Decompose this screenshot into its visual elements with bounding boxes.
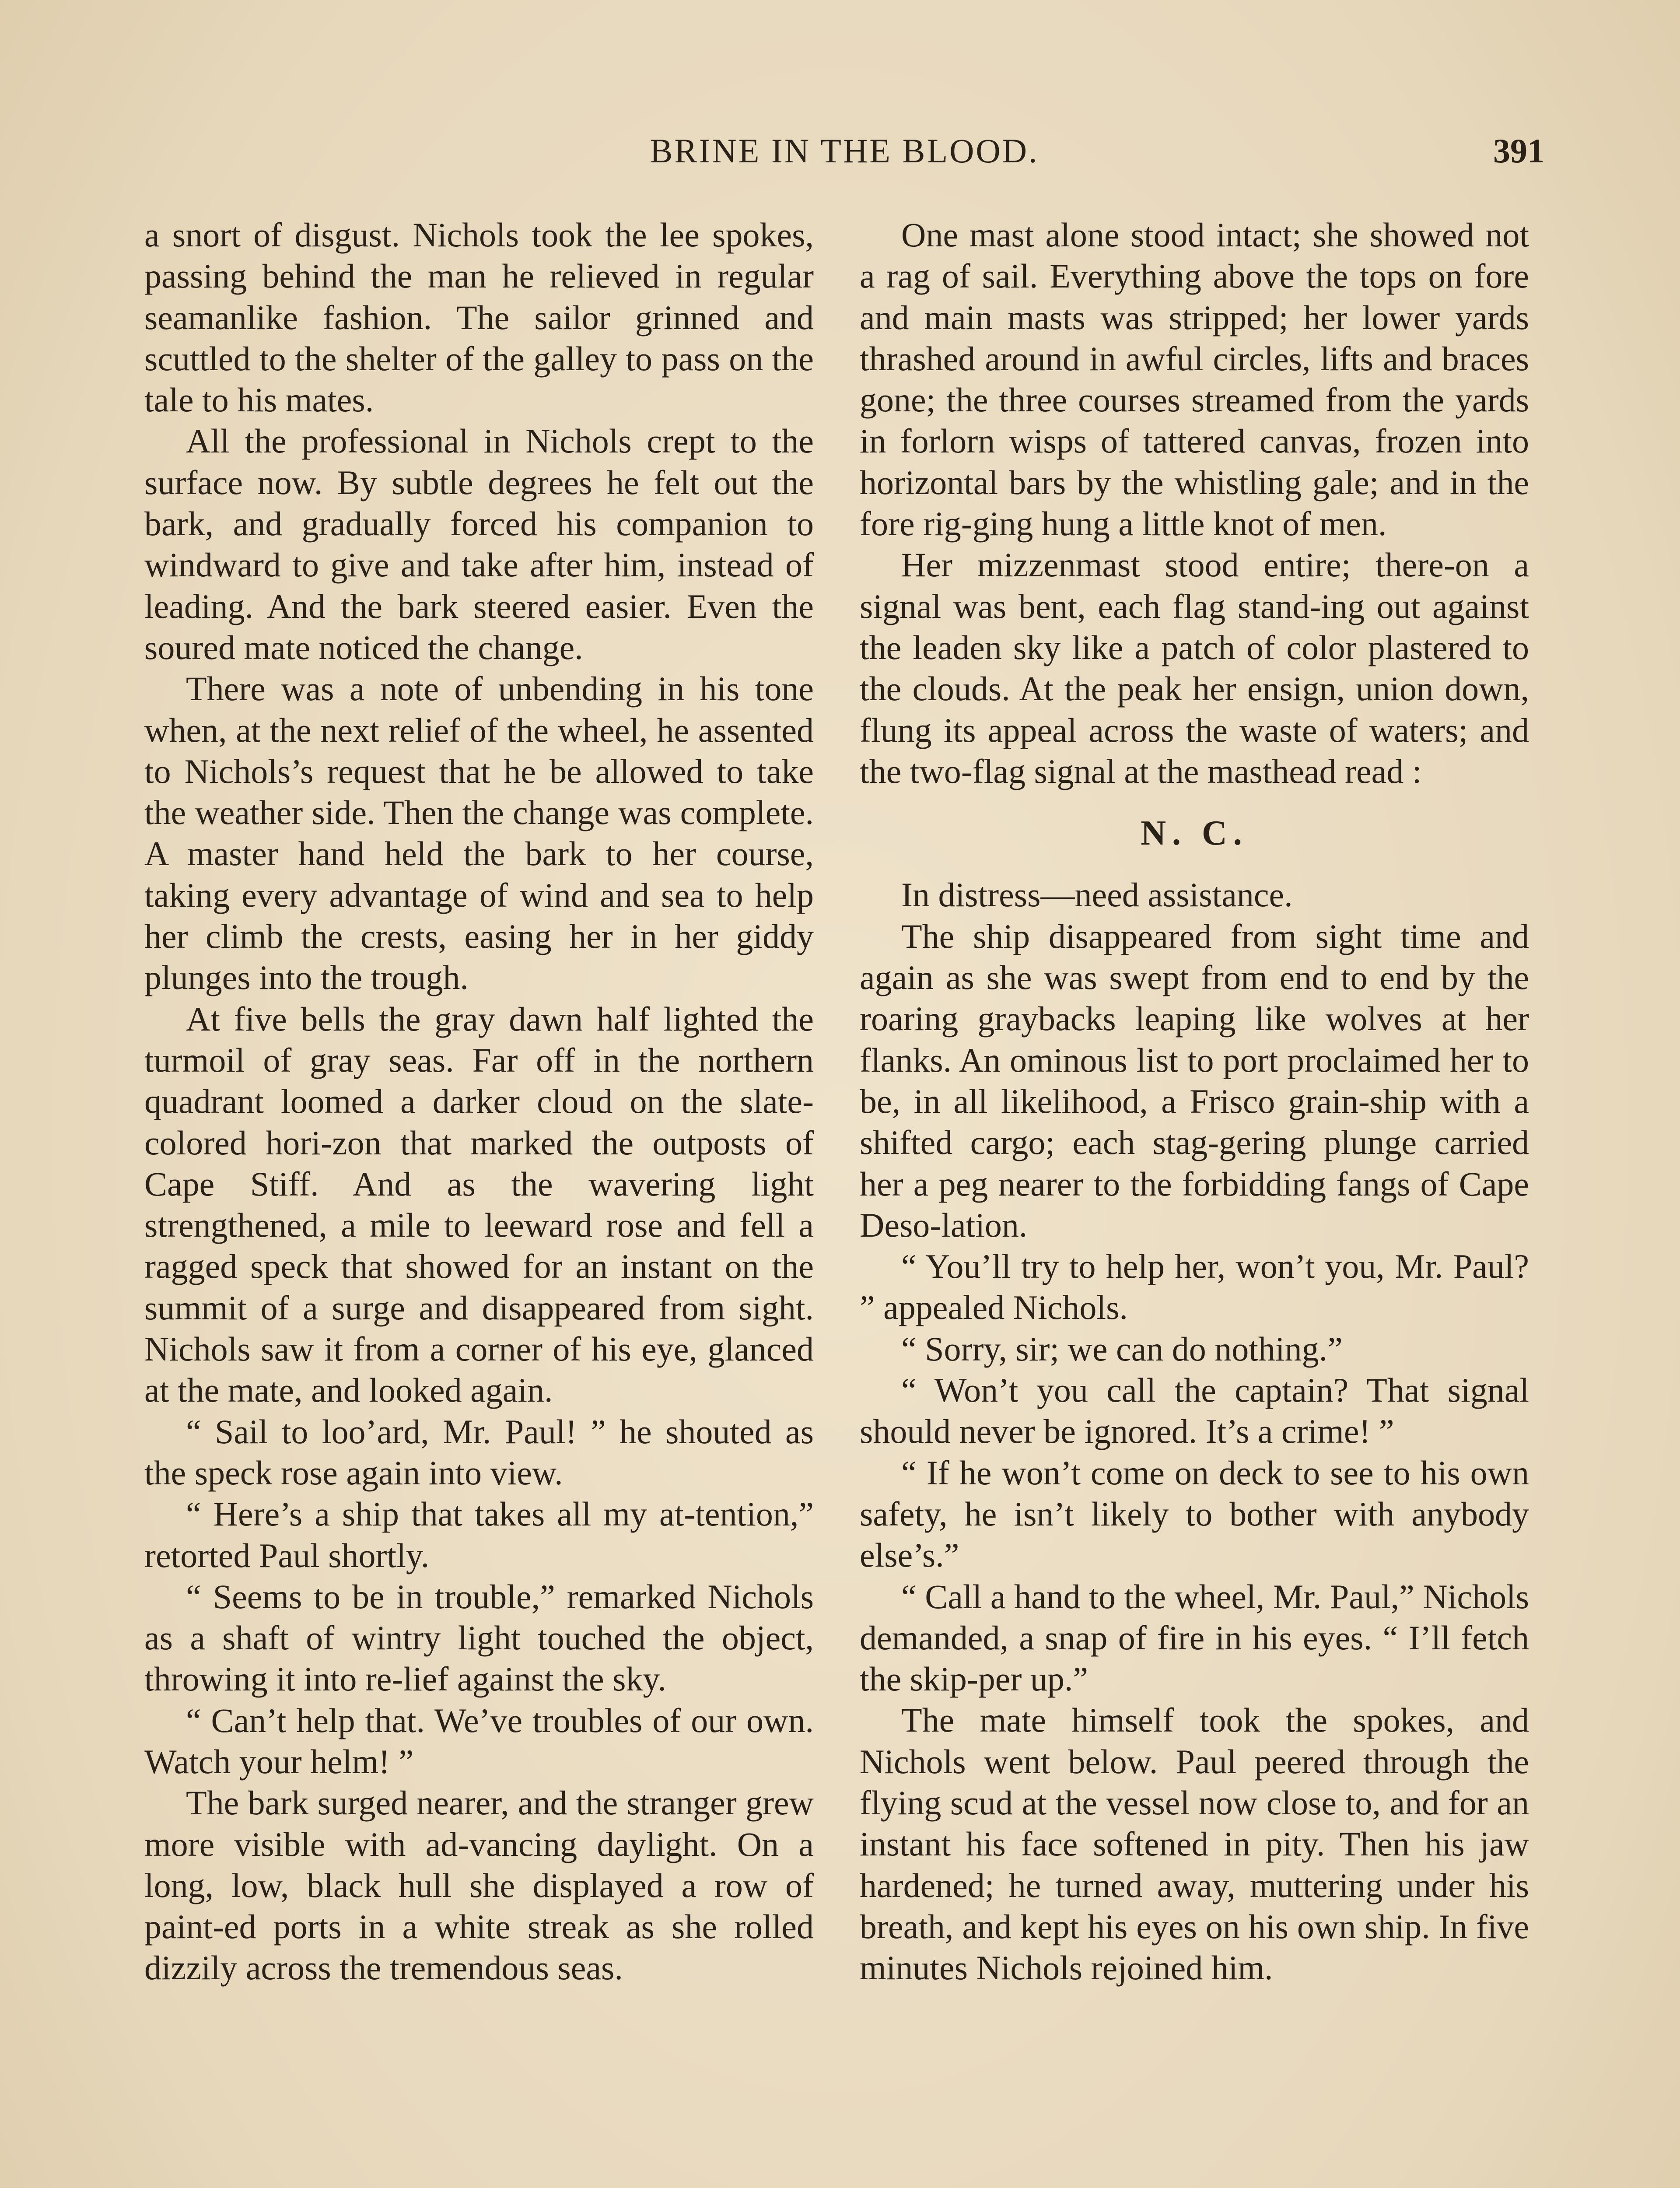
paragraph: In distress—need assistance. [901,876,1293,914]
paragraph: The ship disappeared from sight time and again as she was swept from end to end by the roaring graybacks leaping like wolves at her flanks. An ominous list to port proclaimed her to be, in all likelihood, a Frisco grain-ship with a shifted cargo; each stag-gering plunge carried her a peg nearer to the forbidding fangs of Cape Deso-lation. [860,917,1529,1244]
paragraph: One mast alone stood intact; she showed not a rag of sail. Everything above the tops on fore and main masts was stripped; her lower yards thrashed around in awful circles, lifts and braces gone; the three courses streamed from the yards in forlorn wisps of tattered canvas, frozen into horizontal bars by the whistling gale; and in the fore rig-ging hung a little knot of men. [860,216,1529,543]
paragraph: At five bells the gray dawn half lighted the turmoil of gray seas. Far off in the northern quadrant loomed a darker cloud on the slate-colored hori-zon that marked the outposts of Cape Stiff. And as the wavering light strengthened, a mile to leeward rose and fell a ragged speck that showed for an instant on the summit of a surge and disappeared from sight. Nichols saw it from a corner of his eye, glanced at the mate, and looked again. [144,999,814,1410]
paragraph: All the professional in Nichols crept to the surface now. By subtle degrees he felt out the bark, and gradually forced his companion to windward to give and take after him, instead of leading. And the bark steered easier. Even the soured mate noticed the change. [144,422,814,666]
paragraph: The mate himself took the spokes, and Nichols went below. Paul peered through the flying scud at the vessel now close to, and for an instant his face softened in pity. Then his jaw hardened; he turned away, muttering under his breath, and kept his eyes on his own ship. In five minutes Nichols rejoined him. [860,1701,1529,1987]
left-column [144,214,814,1989]
paragraph: “ Sorry, sir; we can do nothing.” [901,1329,1343,1368]
paragraph: a snort of disgust. Nichols took the lee spokes, passing behind the man he relieved in regular seamanlike fashion. The sailor grinned and scuttled to the shelter of the galley to pass on the tale to his mates. [144,216,814,419]
paragraph: “ Here’s a ship that takes all my at-tention,” retorted Paul shortly. [144,1495,814,1574]
right-column [860,214,1529,1988]
paragraph: “ Seems to be in trouble,” remarked Nichols as a shaft of wintry light touched the object, throwing it into re-lief against the sky. [144,1577,814,1698]
paragraph: “ Sail to loo’ard, Mr. Paul! ” he shouted as the speck rose again into view. [144,1412,814,1492]
paragraph: There was a note of unbending in his tone when, at the next relief of the wheel, he assented to Nichols’s request that he be allowed to take the weather side. Then the change was complete. A master hand held the bark to her course, taking every advantage of wind and sea to help her climb the crests, easing her in her giddy plunges into the trough. [144,670,814,997]
paragraph: “ Call a hand to the wheel, Mr. Paul,” Nichols demanded, a snap of fire in his eyes. “ I’ll fetch the skip-per up.” [860,1577,1529,1698]
signal-heading: N. C. [1141,814,1248,853]
running-title: BRINE IN THE BLOOD. [650,132,1039,170]
paragraph: “ Can’t help that. We’ve troubles of our own. Watch your helm! ” [144,1701,814,1781]
paragraph: “ Won’t you call the captain? That signal should never be ignored. It’s a crime! ” [860,1371,1529,1451]
paragraph: “ If he won’t come on deck to see to his own safety, he isn’t likely to bother with anybody else’s.” [860,1453,1529,1574]
page-number: 391 [1493,132,1544,170]
paragraph: “ You’ll try to help her, won’t you, Mr. Paul? ” appealed Nichols. [860,1247,1529,1327]
paragraph: The bark surged nearer, and the stranger grew more visible with ad-vancing daylight. On a long, low, black hull she displayed a row of paint-ed ports in a white streak as she rolled dizzily across the tremendous seas. [144,1784,814,1987]
page-header [144,131,1544,184]
paragraph: Her mizzenmast stood entire; there-on a signal was bent, each flag stand-ing out against the leaden sky like a patch of color plastered to the clouds. At the peak her ensign, union down, flung its appeal across the waste of waters; and the two-flag signal at the masthead read : [860,546,1529,790]
